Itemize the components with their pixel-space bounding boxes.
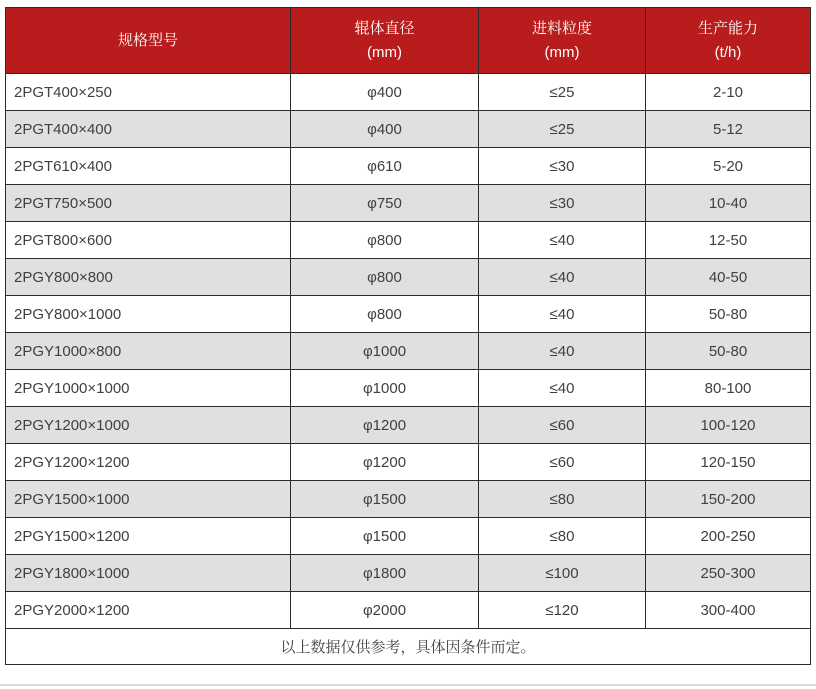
table-row bbox=[6, 296, 811, 333]
column-header-feed-size bbox=[479, 8, 646, 74]
table-row bbox=[6, 518, 811, 555]
table-header bbox=[6, 8, 811, 74]
cell-feed-size: ≤40 bbox=[479, 222, 646, 259]
cell-diameter: φ2000 bbox=[291, 592, 479, 629]
cell-diameter: φ1200 bbox=[291, 407, 479, 444]
cell-capacity: 50-80 bbox=[646, 333, 811, 370]
column-header-capacity bbox=[646, 8, 811, 74]
cell-feed-size: ≤60 bbox=[479, 407, 646, 444]
column-header-capacity-label: 生产能力 bbox=[697, 19, 758, 37]
cell-feed-size: ≤40 bbox=[479, 259, 646, 296]
cell-capacity: 50-80 bbox=[646, 296, 811, 333]
table-row bbox=[6, 555, 811, 592]
footer-note: 以上数据仅供参考，具体因条件而定。 bbox=[6, 629, 811, 665]
cell-model: 2PGY800×800 bbox=[6, 259, 291, 296]
cell-model: 2PGY1500×1000 bbox=[6, 481, 291, 518]
cell-diameter: φ1000 bbox=[291, 333, 479, 370]
cell-model: 2PGY1200×1200 bbox=[6, 444, 291, 481]
cell-model: 2PGY1000×1000 bbox=[6, 370, 291, 407]
cell-model: 2PGT400×250 bbox=[6, 74, 291, 111]
cell-capacity: 5-20 bbox=[646, 148, 811, 185]
table-row bbox=[6, 370, 811, 407]
table-row bbox=[6, 481, 811, 518]
column-header-diameter bbox=[291, 8, 479, 74]
cell-diameter: φ750 bbox=[291, 185, 479, 222]
cell-capacity: 200-250 bbox=[646, 518, 811, 555]
cell-capacity: 250-300 bbox=[646, 555, 811, 592]
table-row bbox=[6, 111, 811, 148]
column-header-feed-size-label: 进料粒度 bbox=[531, 19, 592, 37]
cell-diameter: φ400 bbox=[291, 111, 479, 148]
cell-model: 2PGY1200×1000 bbox=[6, 407, 291, 444]
table-row bbox=[6, 148, 811, 185]
cell-feed-size: ≤40 bbox=[479, 296, 646, 333]
cell-model: 2PGT750×500 bbox=[6, 185, 291, 222]
table-row bbox=[6, 407, 811, 444]
cell-model: 2PGT800×600 bbox=[6, 222, 291, 259]
cell-feed-size: ≤25 bbox=[479, 74, 646, 111]
cell-capacity: 120-150 bbox=[646, 444, 811, 481]
cell-capacity: 80-100 bbox=[646, 370, 811, 407]
cell-feed-size: ≤30 bbox=[479, 148, 646, 185]
table-row bbox=[6, 222, 811, 259]
cell-model: 2PGT400×400 bbox=[6, 111, 291, 148]
cell-feed-size: ≤25 bbox=[479, 111, 646, 148]
column-header-diameter-unit: (mm) bbox=[367, 43, 402, 61]
cell-model: 2PGY1000×800 bbox=[6, 333, 291, 370]
page-bottom-edge-divider bbox=[0, 684, 816, 686]
cell-diameter: φ1500 bbox=[291, 518, 479, 555]
cell-feed-size: ≤80 bbox=[479, 518, 646, 555]
cell-capacity: 2-10 bbox=[646, 74, 811, 111]
cell-diameter: φ800 bbox=[291, 259, 479, 296]
cell-model: 2PGT610×400 bbox=[6, 148, 291, 185]
cell-capacity: 10-40 bbox=[646, 185, 811, 222]
column-header-capacity-unit: (t/h) bbox=[714, 43, 742, 61]
cell-capacity: 5-12 bbox=[646, 111, 811, 148]
column-header-diameter-label: 辊体直径 bbox=[354, 19, 415, 37]
cell-capacity: 150-200 bbox=[646, 481, 811, 518]
column-header-feed-size-unit: (mm) bbox=[544, 43, 580, 61]
table-row bbox=[6, 333, 811, 370]
header-row bbox=[6, 8, 811, 74]
cell-feed-size: ≤120 bbox=[479, 592, 646, 629]
cell-feed-size: ≤40 bbox=[479, 370, 646, 407]
cell-diameter: φ1200 bbox=[291, 444, 479, 481]
cell-capacity: 300-400 bbox=[646, 592, 811, 629]
specifications-table bbox=[5, 7, 811, 665]
cell-model: 2PGY800×1000 bbox=[6, 296, 291, 333]
cell-diameter: φ400 bbox=[291, 74, 479, 111]
cell-diameter: φ800 bbox=[291, 222, 479, 259]
cell-feed-size: ≤100 bbox=[479, 555, 646, 592]
spec-table-page bbox=[5, 7, 811, 665]
cell-feed-size: ≤40 bbox=[479, 333, 646, 370]
table-row bbox=[6, 259, 811, 296]
table-body bbox=[6, 74, 811, 629]
table-footer bbox=[6, 629, 811, 665]
cell-model: 2PGY1800×1000 bbox=[6, 555, 291, 592]
table-row bbox=[6, 592, 811, 629]
cell-feed-size: ≤80 bbox=[479, 481, 646, 518]
column-header-model bbox=[6, 8, 291, 74]
cell-diameter: φ800 bbox=[291, 296, 479, 333]
cell-feed-size: ≤60 bbox=[479, 444, 646, 481]
cell-model: 2PGY1500×1200 bbox=[6, 518, 291, 555]
cell-diameter: φ610 bbox=[291, 148, 479, 185]
cell-capacity: 12-50 bbox=[646, 222, 811, 259]
cell-diameter: φ1800 bbox=[291, 555, 479, 592]
cell-model: 2PGY2000×1200 bbox=[6, 592, 291, 629]
column-header-model-label: 规格型号 bbox=[117, 31, 178, 49]
table-row bbox=[6, 185, 811, 222]
cell-diameter: φ1000 bbox=[291, 370, 479, 407]
cell-diameter: φ1500 bbox=[291, 481, 479, 518]
footer-row bbox=[6, 629, 811, 665]
cell-feed-size: ≤30 bbox=[479, 185, 646, 222]
cell-capacity: 40-50 bbox=[646, 259, 811, 296]
cell-capacity: 100-120 bbox=[646, 407, 811, 444]
table-row bbox=[6, 444, 811, 481]
table-row bbox=[6, 74, 811, 111]
